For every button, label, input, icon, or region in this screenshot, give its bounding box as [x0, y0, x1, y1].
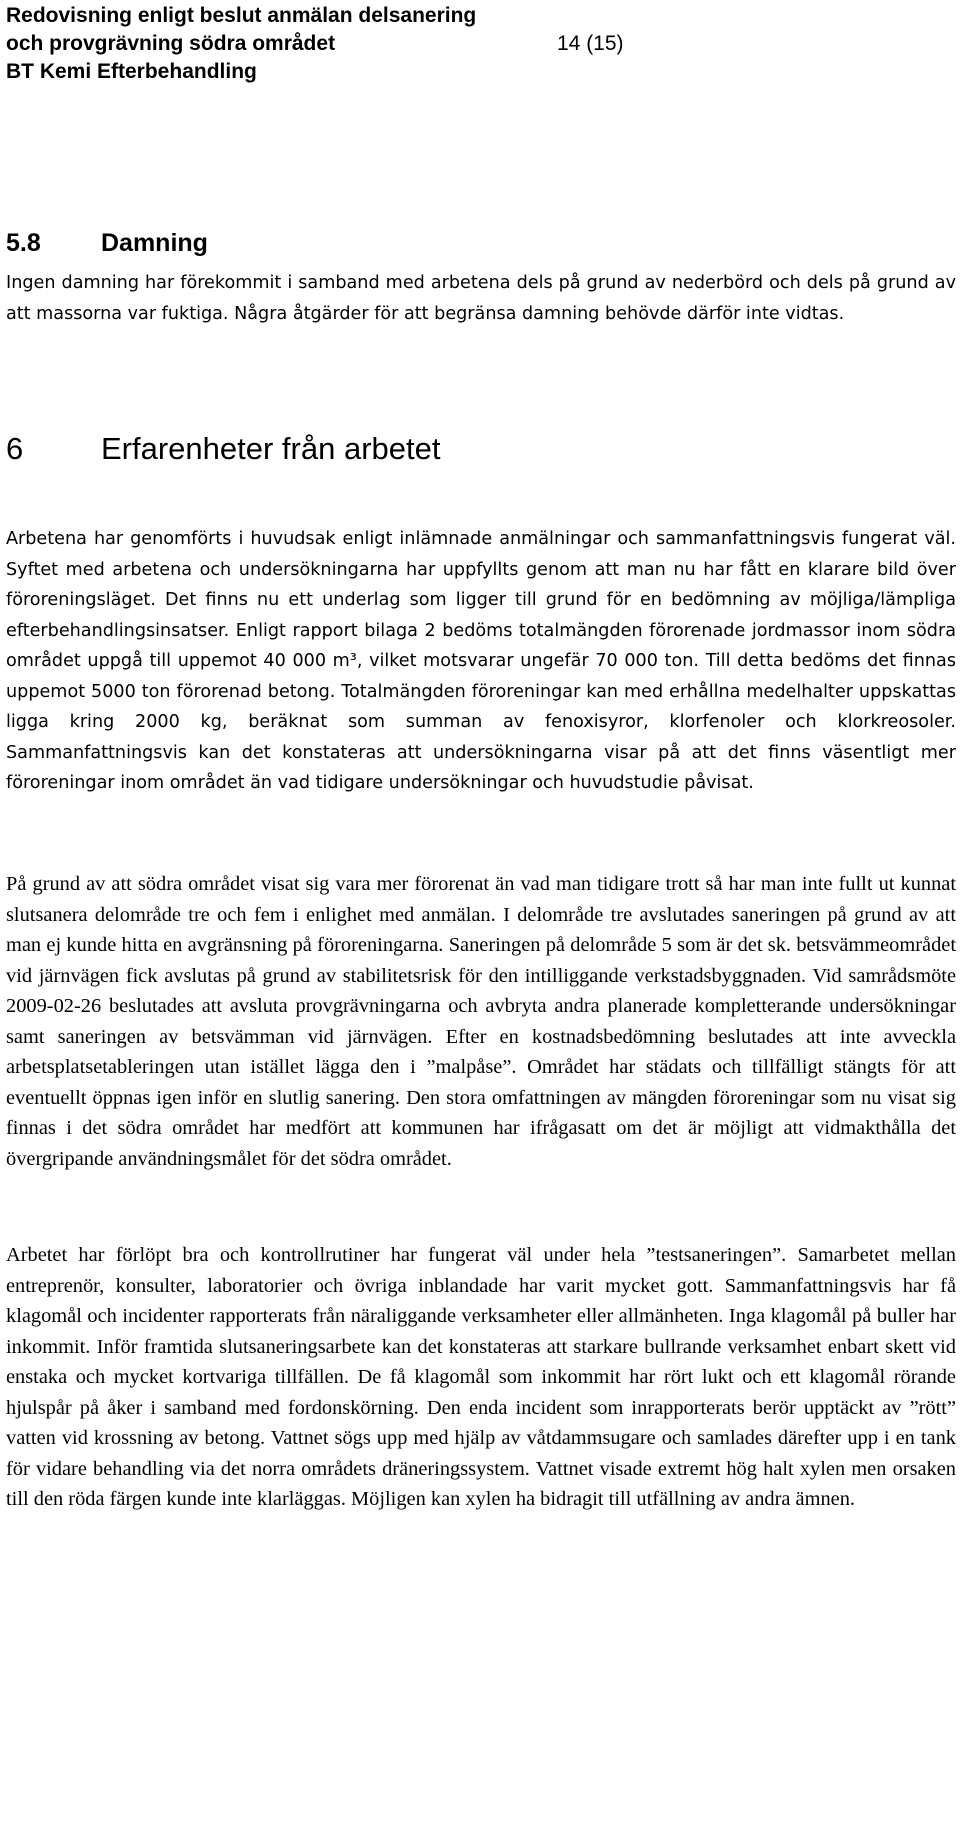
section-title: Damning — [101, 229, 208, 257]
section-number: 5.8 — [6, 229, 41, 257]
section-5-8-paragraph: Ingen damning har förekommit i samband med arbetena dels på grund av nederbörd och dels på grund av att massorna var fuktiga. Några åtgärder för att begränsa damning behövde därför inte vidtas. — [6, 273, 956, 324]
section-6-heading — [6, 431, 440, 467]
header-title-line-1: Redovisning enligt beslut anmälan delsanering — [6, 4, 477, 27]
section-number: 6 — [6, 431, 24, 466]
section-title: Erfarenheter från arbetet — [101, 431, 441, 466]
page-header — [6, 2, 476, 86]
section-6-paragraph-3: Arbetet har förlöpt bra och kontrollrutiner har fungerat väl under hela ”testsaneringen”. Samarbetet mellan entreprenör, konsulter, laboratorier och övriga inblandade har varit mycket gott. Sammanfattningsvis har få klagomål och incidenter rapporterats från näraliggande verksamheter eller allmänheten. Inga klagomål på buller har inkommit. Inför framtida slutsaneringsarbete kan det konstateras att starkare bullrande verksamhet enbart skett vid enstaka och mycket kortvariga tillfällen. De få klagomål som inkommit har rört lukt och ett klagomål rörande hjulspår på åker i samband med fordonskörning. Den enda incident som inrapporterats berör upptäckt av ”rött” vatten vid krossning av betong. Vattnet sögs upp med hjälp av våtdammsugare och samlades därefter upp i en tank för vidare behandling via det norra områdets dräneringssystem. Vattnet visade extremt hög halt xylen men orsaken till den röda färgen kunde inte klarläggas. Möjligen kan xylen ha bidragit till utfällning av andra ämnen. — [6, 1244, 956, 1510]
header-title-line-3: BT Kemi Efterbehandling — [6, 60, 257, 83]
section-5-8-heading — [6, 228, 208, 258]
section-6-paragraph-2: På grund av att södra området visat sig vara mer förorenat än vad man tidigare trott så har man inte fullt ut kunnat slutsanera delområde tre och fem i enlighet med anmälan. I delområde tre avslutades saneringen på grund av att man ej kunde hitta en avgränsning på föroreningarna. Saneringen på delområde 5 som är det sk. betsvämmeområdet vid järnvägen fick avslutas på grund av stabilitetsrisk för den intilliggande verkstadsbyggnaden. Vid samrådsmöte 2009-02-26 beslutades att avsluta provgrävningarna och avbryta andra planerade kompletterande undersökningar samt saneringen av betsvämman vid järnvägen. Efter en kostnadsbedömning beslutades att inte avveckla arbetsplatsetableringen utan istället lägga den i ”malpåse”. Området har städats och tillfälligt stängts för att eventuellt öppnas igen inför en slutlig sanering. Den stora omfattningen av mängden föroreningar som nu visat sig finnas i det södra området har medfört att kommunen har ifrågasatt om det är möjligt att vidmakthålla det övergripande användningsmålet för det södra området. — [6, 873, 956, 1170]
page-number: 14 (15) — [557, 32, 624, 55]
section-6-paragraph-1: Arbetena har genomförts i huvudsak enligt inlämnade anmälningar och sammanfattningsvis fungerat väl. Syftet med arbetena och undersökningarna har uppfyllts genom att man nu har fått en klarare bild över föroreningsläget. Det finns nu ett underlag som ligger till grund för en bedömning av möjliga/lämpliga efterbehandlingsinsatser. Enligt rapport bilaga 2 bedöms totalmängden förorenade jordmassor inom södra området uppgå till uppemot 40 000 m³, vilket motsvarar ungefär 70 000 ton. Till detta bedöms det finnas uppemot 5000 ton förorenad betong. Totalmängden föroreningar kan med erhållna medelhalter uppskattas ligga kring 2000 kg, beräknat som summan av fenoxisyror, klorfenoler och klorkreosoler. Sammanfattningsvis kan det konstateras att undersökningarna visar på att det finns väsentligt mer föroreningar inom området än vad tidigare undersökningar och huvudstudie påvisat. — [6, 529, 956, 793]
header-title-line-2: och provgrävning södra området — [6, 32, 336, 55]
